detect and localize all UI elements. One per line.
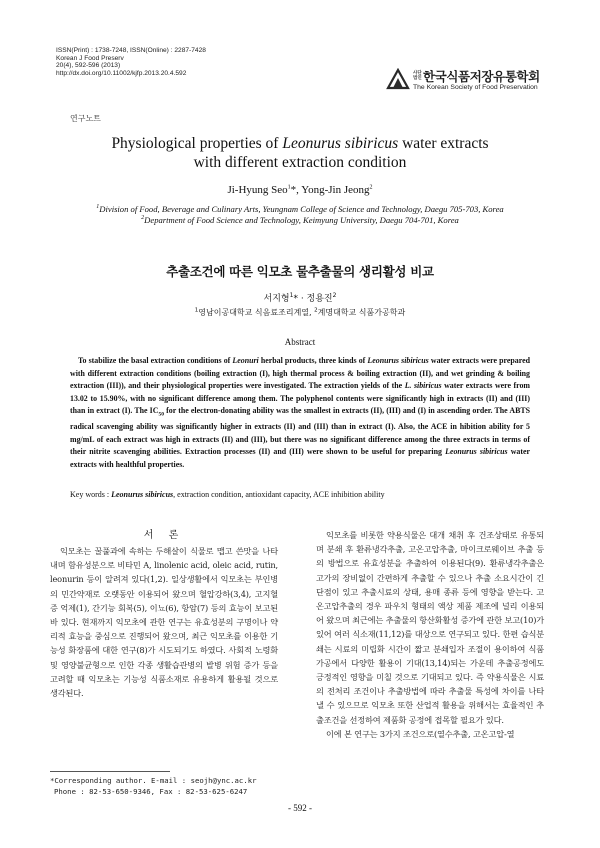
society-name-en: The Korean Society of Food Preservation bbox=[413, 84, 538, 91]
society-logo-block bbox=[386, 66, 556, 96]
journal-header bbox=[56, 47, 206, 77]
body-paragraph: 이에 본 연구는 3가지 조건으로(열수추출, 고온고압-열 bbox=[326, 728, 515, 739]
society-name-kr: 한국식품저장유통학회 bbox=[423, 69, 540, 84]
title-korean: 추출조건에 따른 익모초 물추출물의 생리활성 비교 bbox=[166, 264, 434, 279]
affiliation-1: $^1$Division of Food, Beverage and Culinary Arts, Yeungnam College of Science and Technology, Daegu 705-703, Korea bbox=[96, 203, 504, 214]
volume-line: 20(4), 592-596 (2013) bbox=[56, 62, 121, 70]
article-category: 연구노트 bbox=[70, 114, 101, 123]
journal-name: Korean J Food Preserv bbox=[56, 54, 124, 62]
title-english: Physiological properties of Leonurus sibiricus water extracts with different extraction condition bbox=[111, 135, 489, 171]
authors-korean: 서지형$^1$* · 정용진$^2$ bbox=[263, 292, 337, 304]
body-column-left bbox=[50, 544, 278, 700]
keywords: Key words : Leonurus sibiricus, extraction condition, antioxidant capacity, ACE inhibition ability bbox=[70, 490, 385, 499]
authors-english: Ji-Hyung Seo$^1$*, Yong-Jin Jeong$^2$ bbox=[227, 184, 373, 196]
society-tag: 사단 법인 bbox=[413, 71, 422, 81]
footnote-divider bbox=[50, 771, 170, 772]
body-paragraph: 익모초를 비롯한 약용식물은 대개 채취 후 건조상태로 유통되며 분쇄 후 환류냉각추출, 고온고압추출, 마이크로웨이브 추출 등의 방법으로 유효성분을 추출하여 이용된다(9). 환류냉각추출은 고가의 장비없이 간편하게 추출할 수 있으나 추출 소요시간이 긴 단점이 있고 추출시료의 상태, 용매 종류 등에 영향을 받는다. 고온고압추출의 경우 파우치 형태의 액상 제품 제조에 널리 이용되어 왔으며 최근에는 추출물의 항산화활성 증가에 관한 보고(10)가 있어 여러 식소재(11,12)를 대상으로 연구되고 있다. 한편 습식분쇄는 시료의 미립화 시간이 짧고 분쇄입자 조절이 용이하여 식품가공에서 다양한 활용이 기대(13,14)되는 가운데 추출공정에도 긍정적인 영향을 미칠 것으로 기대되고 있다. 즉 약용식물은 시료의 전처리 조건이나 추출방법에 따라 추출물 특성에 차이를 나타낼 수 있으므로 익모초 또한 산업적 활용을 위해서는 효율적인 추출조건을 선정하여 제품화 공정에 접목할 필요가 있다. bbox=[316, 530, 544, 725]
body-paragraph: 익모초는 꿀풀과에 속하는 두해살이 식물로 맵고 쓴맛을 나타내며 함유성분으로 비타민 A, linolenic acid, oleic acid, rutin, leonurin 등이 알려져 있다(1,2). 일상생활에서 익모초는 부인병의 민간약재로 오랫동안 이용되어 왔으며 혈압강하(3,4), 고지혈증 억제(1), 간기능 회복(5), 이뇨(6), 항암(7) 등의 효능이 보고된 바 있다. 현재까지 익모초에 관한 연구는 유효성분의 구명이나 약리적 효능을 중심으로 진행되어 왔으며, 최근 익모초를 이용한 기능성 화장품에 대한 연구(8)가 시도되기도 하였다. 사회적 노령화 및 영양불균형으로 인한 각종 생활습관병의 발병 위험 증가 등을 고려할 때 익모초는 기능성 식품소재로 유용하게 활용될 것으로 생각된다. bbox=[50, 546, 278, 699]
affiliations-korean: $^1$영남이공대학교 식음료조리계열, $^2$계명대학교 식품가공학과 bbox=[194, 307, 406, 317]
corresponding-author-footnote: *Corresponding author. E-mail : seojh@ync.ac.kr Phone : 82-53-650-9346, Fax : 82-53-625-6247 bbox=[50, 776, 257, 796]
society-logo-icon bbox=[386, 68, 410, 90]
affiliation-2: $^2$Department of Food Science and Technology, Keimyung University, Daegu 704-701, Korea bbox=[141, 214, 459, 225]
issn-line: ISSN(Print) : 1738-7248, ISSN(Online) : 2287-7428 bbox=[56, 47, 206, 54]
body-column-right bbox=[316, 528, 544, 741]
species-name: Leonurus sibiricus bbox=[282, 135, 399, 152]
page-number: - 592 - bbox=[288, 803, 312, 813]
abstract-heading: Abstract bbox=[284, 337, 316, 347]
abstract-body: To stabilize the basal extraction conditions of Leonuri herbal products, three kinds of Leonurus sibiricus water extracts were prepared with different extraction conditions (boiling extraction (I), high thermal process & boiling extraction (II), and wet grinding & boiling extraction (III)), and their physiological properties were investigated. The extraction yields of the L. sibiricus water extracts were from 13.02 to 15.90%, with no significant difference among them. The polyphenol contents were significantly high in extracts (II) and (III) than in extract (I). The $IC_{50}$ for the electron-donating ability was the smallest in extracts (II), (III) and (I) in ascending order. The ABTS radical scavenging ability was significantly higher in extracts (II) and (III) than in extract (I). Also, the ACE in hibition ability for 5 mg/mL of each extract was high in extracts (II) and (III), but there was no significant difference among the three extracts in terms of their nitrite scavenging abilities. Extraction processes (II) and (III) were shown to be useful for preparing Leonurus sibiricus water extracts with healthful properties. bbox=[70, 356, 531, 469]
section-heading-introduction: 서 론 bbox=[143, 530, 185, 541]
doi-link[interactable]: http://dx.doi.org/10.11002/kjfp.2013.20.4.592 bbox=[56, 69, 187, 77]
